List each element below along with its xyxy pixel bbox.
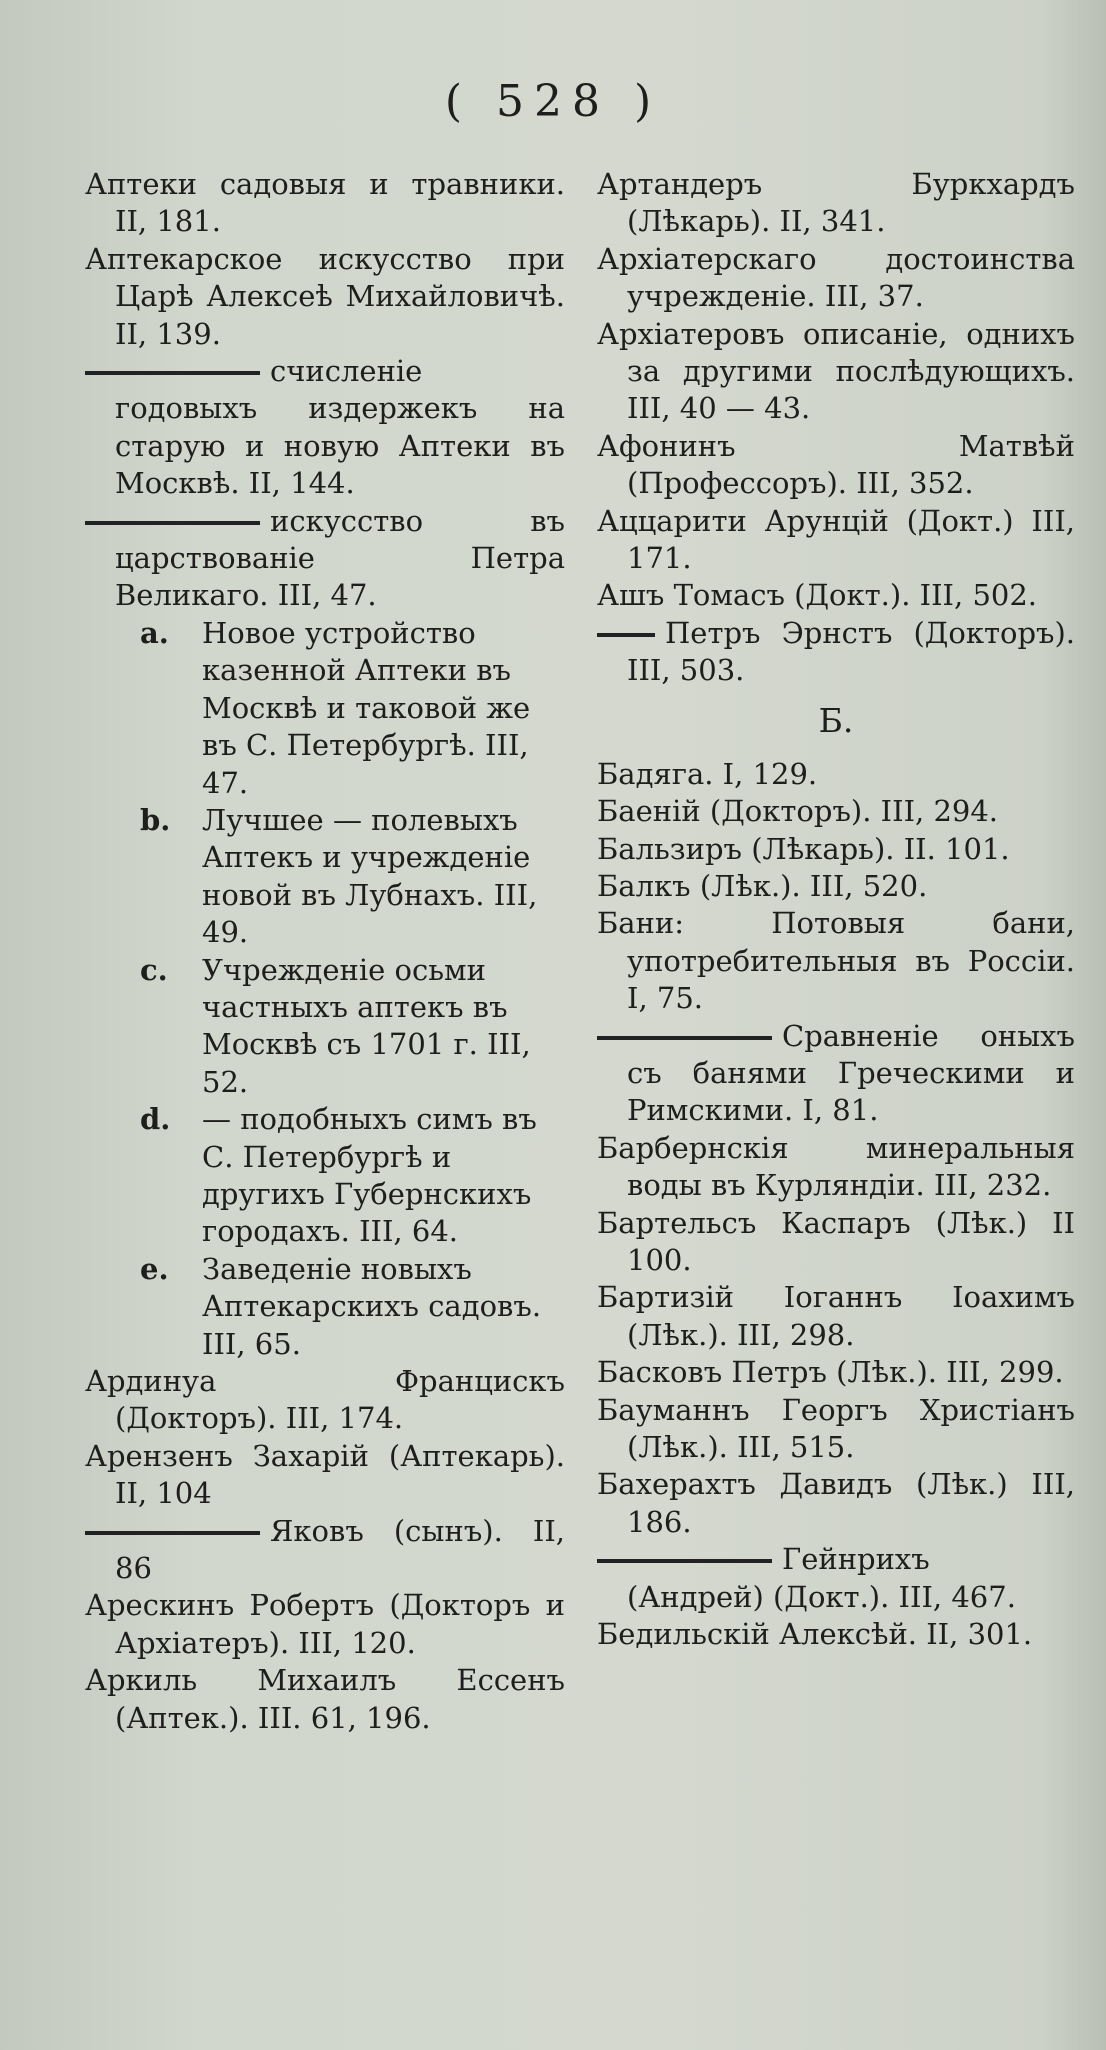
entry-text: Бани: Потовыя бани, употребительныя въ Россіи. I, 75. [597,906,1075,1016]
index-entry [597,1018,1075,1130]
index-entry [597,1541,1075,1616]
index-entry [597,1466,1075,1541]
section-letter: Б. [818,700,854,740]
subentry-text: Новое устройство казенной Аптеки въ Москвѣ и таковой же въ С. Петербургѣ. III, 47. [202,615,531,800]
entry-text: Баеній (Докторъ). III, 294. [597,794,999,829]
entry-text: Петръ Эрнстъ (Докторъ). III, 503. [627,615,1075,688]
entry-text: Балкъ (Лѣк.). III, 520. [597,868,928,903]
index-entry [597,905,1075,1017]
subentry-letter: a. [140,615,169,650]
ditto-dash [85,521,260,525]
index-entry [597,1354,1075,1391]
index-entry [85,1363,565,1438]
entry-text: Бальзиръ (Лѣкарь). II. 101. [597,831,1010,866]
ditto-dash [85,1531,260,1535]
index-entry [597,1130,1075,1205]
entry-text: Архіатеровъ описаніе, однихъ за другими послѣдующихъ. III, 40 — 43. [597,316,1075,426]
subentry-letter: b. [140,802,171,837]
index-entry [85,1587,565,1662]
page-number: ( 528 ) [444,76,662,127]
index-entry [597,868,1075,905]
index-subentry [85,952,565,1102]
index-entry [597,793,1075,830]
index-entry [85,1438,565,1513]
entry-text: Бедильскій Алексѣй. II, 301. [597,1617,1033,1652]
entry-text: Афонинъ Матвѣй (Профессоръ). III, 352. [597,428,1075,501]
index-entry [597,1279,1075,1354]
index-entry [597,1392,1075,1467]
entry-text: Аптекарское искусство при Царѣ Алексеѣ Михайловичѣ. II, 139. [85,241,565,351]
ditto-dash [597,633,655,637]
index-subentry [85,802,565,952]
index-subentry [85,1251,565,1363]
index-entry [597,577,1075,614]
subentry-text: Учрежденіе осьми частныхъ аптекъ въ Москвѣ съ 1701 г. III, 52. [202,952,531,1099]
subentry-text: — подобныхъ симъ въ С. Петербургѣ и другихъ Губернскихъ городахъ. III, 64. [202,1102,537,1249]
ditto-dash [597,1559,772,1563]
subentry-letter: c. [140,952,168,987]
subentry-text: Лучшее — полевыхъ Аптекъ и учрежденіе новой въ Лубнахъ. III, 49. [202,802,538,950]
entry-text: искусство въ царствованіе Петра Великаго. III, 47. [115,503,565,613]
entry-text: Гейнрихъ (Андрей) (Докт.). III, 467. [627,1542,1016,1614]
index-entry [597,1616,1075,1653]
subentry-letter: d. [140,1102,171,1137]
index-entry [597,503,1075,578]
index-subentry [85,1101,565,1251]
entry-text: Арензенъ Захарій (Аптекарь). II, 104 [85,1438,565,1511]
entry-text: Бахерахтъ Давидъ (Лѣк.) III, 186. [597,1467,1075,1539]
index-entry [597,316,1075,428]
ditto-dash [85,371,260,375]
index-entry [597,756,1075,793]
entry-text: Артандеръ Буркхардъ (Лѣкарь). II, 341. [597,167,1075,239]
index-entry [597,428,1075,503]
index-entry [597,831,1075,868]
index-entry [597,615,1075,690]
index-entry [85,353,565,503]
entry-text: Архіатерскаго достоинства учрежденіе. III, 37. [597,241,1075,314]
index-entry [85,1513,565,1588]
entry-text: Ашъ Томасъ (Докт.). III, 502. [597,578,1038,613]
index-entry [597,241,1075,316]
index-entry [597,1205,1075,1280]
entry-text: Сравненіе оныхъ съ банями Греческими и Римскими. I, 81. [627,1018,1075,1128]
index-entry [597,166,1075,241]
entry-text: Бауманнъ Георгъ Христіанъ (Лѣк.). III, 515. [597,1392,1075,1464]
entry-text: Аптеки садовыя и травники. II, 181. [85,167,565,239]
entry-text: Аццарити Арунцій (Докт.) III, 171. [597,503,1075,576]
subentry-letter: e. [140,1251,169,1286]
left-column [85,166,565,1737]
entry-text: Бартельсъ Каспаръ (Лѣк.) II 100. [597,1205,1075,1277]
entry-text: Аркиль Михаилъ Ессенъ (Аптек.). III. 61, 196. [85,1663,565,1735]
entry-text: счисленіе годовыхъ издержекъ на старую и новую Аптеки въ Москвѣ. II, 144. [115,354,565,501]
index-entry [85,241,565,353]
entry-text: Бадяга. I, 129. [597,756,818,791]
index-entry [85,1662,565,1737]
entry-text: Барбернскія минеральныя воды въ Курляндіи. III, 232. [597,1130,1075,1203]
index-entry [85,503,565,615]
ditto-dash [597,1036,772,1040]
index-subentry [85,615,565,802]
entry-text: Яковъ (сынъ). II, 86 [115,1513,565,1586]
entry-text: Арескинъ Робертъ (Докторъ и Архіатеръ). III, 120. [85,1588,565,1660]
entry-text: Басковъ Петръ (Лѣк.). III, 299. [597,1355,1064,1390]
right-column [597,166,1075,1653]
index-entry [85,166,565,241]
subentry-text: Заведеніе новыхъ Аптекарскихъ садовъ. III, 65. [202,1251,542,1361]
entry-text: Бартизій Іоганнъ Іоахимъ (Лѣк.). III, 298. [597,1280,1075,1352]
entry-text: Ардинуа Францискъ (Докторъ). III, 174. [85,1364,565,1436]
